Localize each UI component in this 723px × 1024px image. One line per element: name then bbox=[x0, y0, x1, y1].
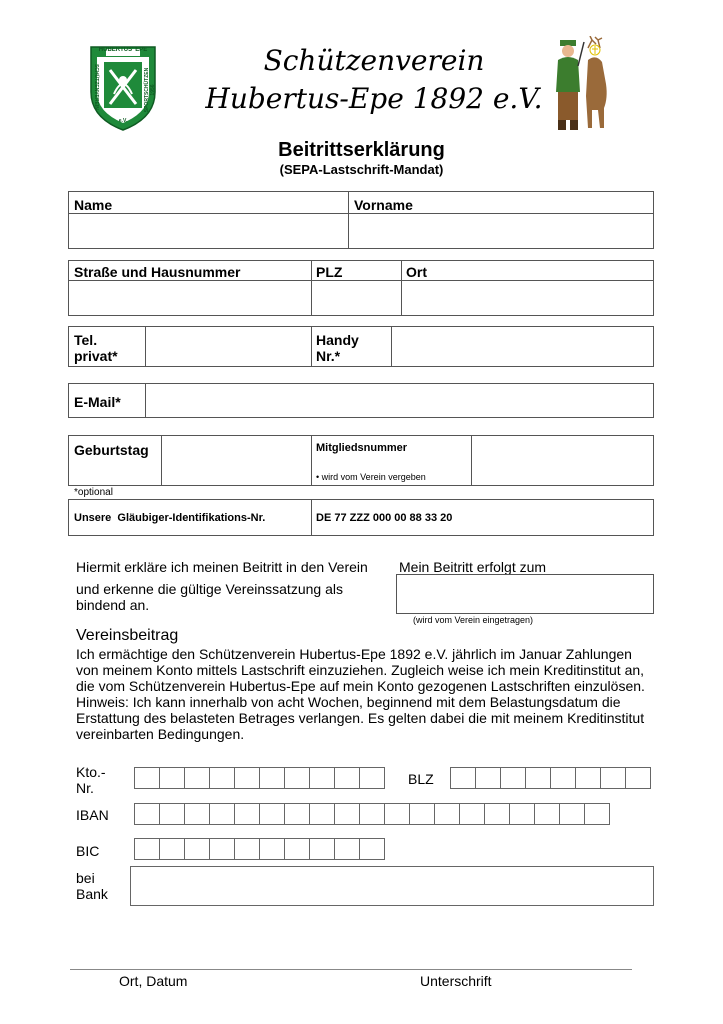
fee-text-line: Hinweis: Ich kann innerhalb von acht Wochen, beginnend mit dem Belastungsdatum die bbox=[76, 694, 621, 710]
char-cell[interactable] bbox=[534, 803, 560, 825]
fee-text-line: Erstattung des belasteten Betrages verlangen. Es gelten dabei die mit meinem Kreditinstitut bbox=[76, 710, 645, 726]
form-subtitle: (SEPA-Lastschrift-Mandat) bbox=[279, 162, 444, 177]
kto-input-cells[interactable] bbox=[134, 767, 384, 789]
handy-label-line2: Nr.* bbox=[316, 348, 341, 364]
geburtstag-label: Geburtstag bbox=[74, 442, 149, 458]
char-cell[interactable] bbox=[334, 767, 360, 789]
char-cell[interactable] bbox=[259, 767, 285, 789]
char-cell[interactable] bbox=[184, 767, 210, 789]
bank-label-line1: bei bbox=[76, 870, 95, 886]
fee-text-line: vereinbarten Bedingungen. bbox=[76, 726, 245, 742]
char-cell[interactable] bbox=[234, 767, 260, 789]
signature-line bbox=[70, 969, 632, 970]
club-name-line1: Schützenverein bbox=[263, 44, 485, 77]
creditor-id-value: DE 77 ZZZ 000 00 88 33 20 bbox=[316, 512, 453, 524]
char-cell[interactable] bbox=[459, 803, 485, 825]
char-cell[interactable] bbox=[334, 838, 360, 860]
logo-bottom-text: e.V. bbox=[118, 118, 128, 124]
mitgliedsnummer-input[interactable] bbox=[472, 436, 653, 485]
char-cell[interactable] bbox=[309, 767, 335, 789]
bic-label: BIC bbox=[76, 843, 100, 859]
email-input[interactable] bbox=[146, 384, 653, 417]
char-cell[interactable] bbox=[309, 803, 335, 825]
char-cell[interactable] bbox=[234, 838, 260, 860]
handy-label bbox=[316, 332, 359, 364]
divider bbox=[311, 435, 312, 486]
char-cell[interactable] bbox=[625, 767, 651, 789]
ort-label: Ort bbox=[406, 264, 427, 280]
bank-label bbox=[76, 870, 108, 902]
fee-heading: Vereinsbeitrag bbox=[76, 627, 179, 644]
declaration-line1: Hiermit erkläre ich meinen Beitritt in den Verein bbox=[76, 559, 368, 575]
plz-label: PLZ bbox=[316, 264, 343, 280]
strasse-label: Straße und Hausnummer bbox=[74, 264, 241, 280]
tel-label bbox=[74, 332, 118, 364]
char-cell[interactable] bbox=[259, 803, 285, 825]
char-cell[interactable] bbox=[309, 838, 335, 860]
char-cell[interactable] bbox=[575, 767, 601, 789]
char-cell[interactable] bbox=[134, 803, 160, 825]
vorname-input[interactable] bbox=[349, 214, 653, 248]
char-cell[interactable] bbox=[334, 803, 360, 825]
vorname-label: Vorname bbox=[354, 197, 413, 213]
hunter-deer-illustration bbox=[548, 36, 614, 132]
char-cell[interactable] bbox=[284, 803, 310, 825]
mitglied-note bbox=[316, 472, 426, 483]
char-cell[interactable] bbox=[284, 838, 310, 860]
char-cell[interactable] bbox=[359, 803, 385, 825]
unterschrift-label: Unterschrift bbox=[420, 973, 492, 989]
char-cell[interactable] bbox=[509, 803, 535, 825]
tel-label-line2: privat* bbox=[74, 348, 118, 364]
declaration-line2: und erkenne die gültige Vereinssatzung als bbox=[76, 581, 343, 597]
declaration-line3: bindend an. bbox=[76, 597, 150, 613]
char-cell[interactable] bbox=[584, 803, 610, 825]
char-cell[interactable] bbox=[184, 803, 210, 825]
char-cell[interactable] bbox=[184, 838, 210, 860]
fee-text-line: von meinem Konto mittels Lastschrift einzuziehen. Zugleich weise ich mein Kreditinstitut an, bbox=[76, 662, 645, 678]
char-cell[interactable] bbox=[134, 767, 160, 789]
char-cell[interactable] bbox=[450, 767, 476, 789]
club-name-line2: Hubertus-Epe 1892 e.V. bbox=[205, 82, 543, 115]
blz-label: BLZ bbox=[408, 771, 434, 787]
char-cell[interactable] bbox=[384, 803, 410, 825]
optional-note: *optional bbox=[74, 487, 113, 498]
char-cell[interactable] bbox=[550, 767, 576, 789]
kto-label bbox=[76, 764, 106, 796]
char-cell[interactable] bbox=[500, 767, 526, 789]
divider bbox=[311, 499, 312, 536]
char-cell[interactable] bbox=[209, 767, 235, 789]
char-cell[interactable] bbox=[475, 767, 501, 789]
strasse-input[interactable] bbox=[69, 281, 310, 315]
logo-left-text: SCHÜTZENVEREIN bbox=[93, 64, 99, 110]
mitgliedsnummer-label: Mitgliedsnummer bbox=[316, 442, 408, 454]
char-cell[interactable] bbox=[525, 767, 551, 789]
entry-date-label: Mein Beitritt erfolgt zum bbox=[399, 559, 547, 575]
char-cell[interactable] bbox=[209, 838, 235, 860]
entry-date-box[interactable] bbox=[396, 574, 654, 614]
fee-text bbox=[76, 646, 676, 742]
name-label: Name bbox=[74, 197, 113, 213]
entry-date-note: (wird vom Verein eingetragen) bbox=[413, 615, 534, 625]
char-cell[interactable] bbox=[600, 767, 626, 789]
char-cell[interactable] bbox=[359, 838, 385, 860]
handy-label-line1: Handy bbox=[316, 332, 359, 348]
bic-input-cells[interactable] bbox=[134, 838, 384, 860]
name-input[interactable] bbox=[69, 214, 347, 248]
kto-label-line2: Nr. bbox=[76, 780, 94, 796]
char-cell[interactable] bbox=[134, 838, 160, 860]
char-cell[interactable] bbox=[434, 803, 460, 825]
char-cell[interactable] bbox=[409, 803, 435, 825]
char-cell[interactable] bbox=[284, 767, 310, 789]
email-label: E-Mail* bbox=[74, 394, 121, 410]
plz-input[interactable] bbox=[312, 281, 400, 315]
ort-input[interactable] bbox=[402, 281, 653, 315]
char-cell[interactable] bbox=[359, 767, 385, 789]
ort-datum-label: Ort, Datum bbox=[119, 973, 188, 989]
kto-label-line1: Kto.- bbox=[76, 764, 106, 780]
handy-input[interactable] bbox=[392, 327, 653, 366]
blz-input-cells[interactable] bbox=[450, 767, 650, 789]
iban-label: IBAN bbox=[76, 807, 109, 823]
bank-name-input[interactable] bbox=[130, 866, 654, 906]
logo-top-text: HUBERTUS' EPE bbox=[98, 47, 148, 53]
tel-label-line1: Tel. bbox=[74, 332, 98, 348]
char-cell[interactable] bbox=[259, 838, 285, 860]
mitglied-note-text: wird vom Verein vergeben bbox=[321, 472, 426, 482]
char-cell[interactable] bbox=[209, 803, 235, 825]
form-title: Beitrittserklärung bbox=[278, 139, 445, 161]
char-cell[interactable] bbox=[484, 803, 510, 825]
char-cell[interactable] bbox=[159, 767, 185, 789]
iban-input-cells[interactable] bbox=[134, 803, 609, 825]
fee-text-line: Ich ermächtige den Schützenverein Hubertus-Epe 1892 e.V. jährlich im Januar Zahlungen bbox=[76, 646, 632, 662]
geburtstag-input[interactable] bbox=[162, 436, 310, 485]
divider bbox=[311, 326, 312, 367]
char-cell[interactable] bbox=[559, 803, 585, 825]
tel-input[interactable] bbox=[146, 327, 310, 366]
char-cell[interactable] bbox=[234, 803, 260, 825]
creditor-id-label: Unsere Gläubiger-Identifikations-Nr. bbox=[74, 512, 266, 524]
bullet-icon: • bbox=[316, 472, 320, 482]
bank-label-line2: Bank bbox=[76, 886, 108, 902]
char-cell[interactable] bbox=[159, 803, 185, 825]
logo-right-text: SPORTSCHÜTZEN 1956 bbox=[144, 67, 156, 113]
fee-text-line: die vom Schützenverein Hubertus-Epe auf mein Konto gezogenen Lastschriften einzulösen. bbox=[76, 678, 645, 694]
char-cell[interactable] bbox=[159, 838, 185, 860]
